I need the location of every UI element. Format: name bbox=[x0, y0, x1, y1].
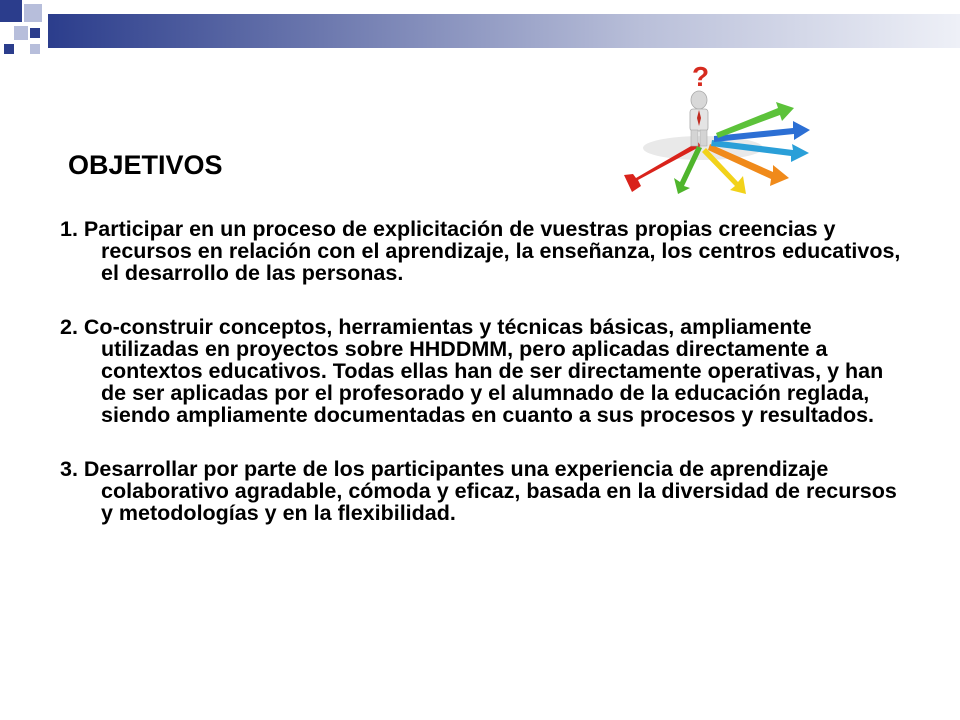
question-mark-icon: ? bbox=[692, 61, 710, 92]
objective-1: 1. Participar en un proceso de explicitación de vuestras propias creencias y recursos en relación con el aprendizaje, la enseñanza, los centros educativos, el desarrollo de las personas. bbox=[60, 217, 901, 285]
slide-title: OBJETIVOS bbox=[68, 150, 223, 180]
person-question-arrows-icon bbox=[598, 58, 828, 198]
objective-3: 3. Desarrollar por parte de los participantes una experiencia de aprendizaje colaborativo agradable, cómoda y eficaz, basada en la diversidad de recursos y metodologías y en la flexibilidad. bbox=[60, 457, 897, 525]
header-gradient-bar bbox=[48, 14, 960, 48]
objective-2: 2. Co-construir conceptos, herramientas y técnicas básicas, ampliamente utilizadas en proyectos sobre HHDDMM, pero aplicadas directamente a contextos educativos. Todas ellas han de ser directamente operativas, y han de ser aplicadas por el profesorado y el alumnado de la educación reglada, siendo ampliamente documentadas en cuanto a sus procesos y resultados. bbox=[60, 315, 884, 427]
objectives-list bbox=[60, 218, 910, 556]
